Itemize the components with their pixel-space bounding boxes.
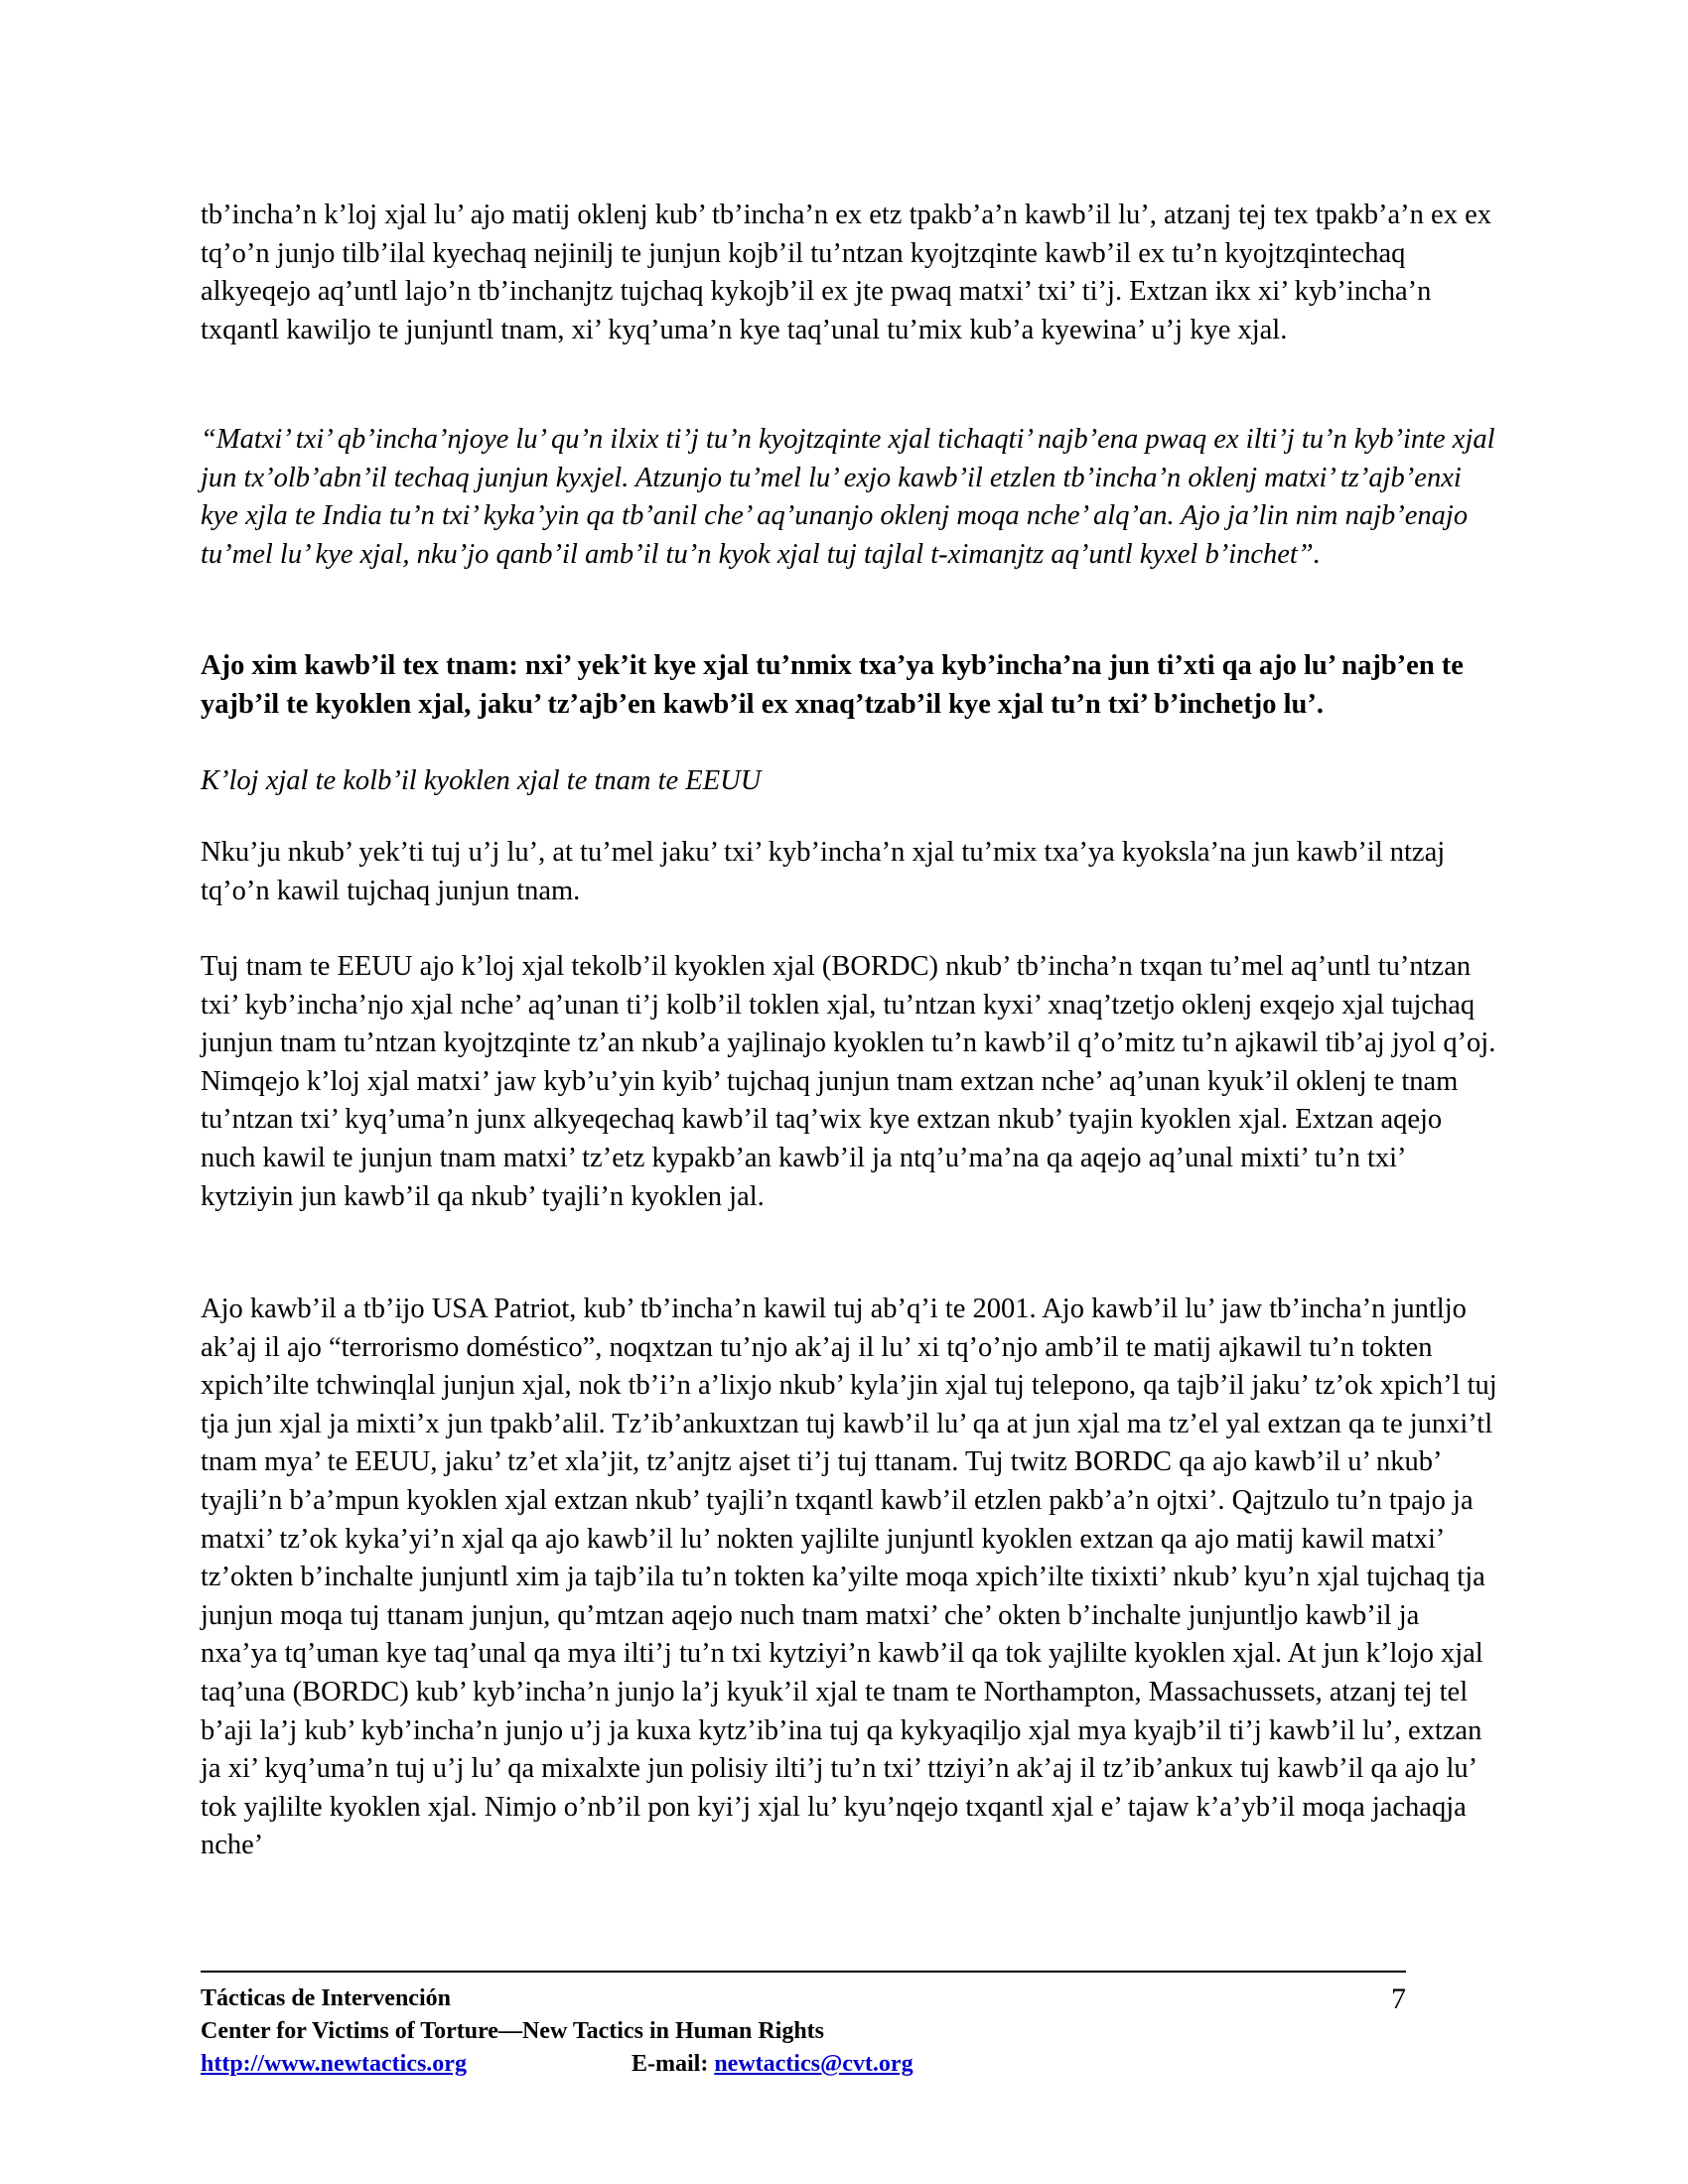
footer-org-row bbox=[201, 2015, 1406, 2048]
body-paragraph-1 bbox=[201, 197, 1501, 349]
footer-title: Tácticas de Intervención bbox=[201, 1985, 451, 2011]
footer-divider bbox=[201, 1971, 1406, 1973]
body-paragraph-2 bbox=[201, 834, 1501, 910]
email-link[interactable]: newtactics@cvt.org bbox=[714, 2051, 914, 2077]
subheading-text: K’loj xjal te kolb’il kyoklen xjal te tnam te EEUU bbox=[201, 765, 762, 796]
page-number: 7 bbox=[1391, 1982, 1406, 2015]
paragraph-text: Nku’ju nkub’ yek’ti tuj u’j lu’, at tu’mel jaku’ txi’ kyb’incha’n xjal tu’mix txa’ya kyoksla’na jun kawb’il ntzaj tq’o’n kawil tujchaq junjun tnam. bbox=[201, 837, 1446, 906]
section-heading bbox=[201, 647, 1501, 724]
page-footer bbox=[201, 1982, 1406, 2081]
email-container bbox=[632, 2048, 914, 2081]
website-link[interactable]: http://www.newtactics.org bbox=[201, 2051, 467, 2077]
paragraph-text: Ajo kawb’il a tb’ijo USA Patriot, kub’ tb’incha’n kawil tuj ab’q’i te 2001. Ajo kawb’il lu’ jaw tb’incha’n juntljo ak’aj il ajo “terrorismo doméstico”, noqxtzan tu’njo ak’aj il lu’ xi tq’o’njo amb’il te matij ajkawil tu’n tokten xpich’ilte tchwinqlal junjun xjal, nok tb’i’n a’lixjo nkub’ kyla’jin xjal tuj telepono, qa tajb’il jaku’ tz’ok xpich’l tuj tja jun xjal ja mixti’x jun tpakb’alil. Tz’ib’ankuxtzan tuj kawb’il lu’ qa at jun xjal ma tz’el yal extzan qa te junxi’tl tnam mya’ te EEUU, jaku’ tz’et xla’jit, tz’anjtz ajset ti’j tuj ttanam. Tuj twitz BORDC qa ajo kawb’il u’ nkub’ tyajli’n b’a’mpun kyoklen xjal extzan nkub’ tyajli’n txqantl kawb’il etzlen pakb’a’n ojtxi’. Qajtzulo tu’n tpajo ja matxi’ tz’ok kyka’yi’n xjal qa ajo kawb’il lu’ nokten yajlilte junjuntl kyoklen extzan qa ajo matij kawil matxi’ tz’okten b’inchalte junjuntl xim ja tajb’ila tu’n tokten ka’yilte moqa xpich’ilte tixixti’ nkub’ kyu’n xjal tujchaq tja junjun moqa tuj ttanam junjun, qu’mtzan aqejo nuch tnam matxi’ che’ okten b’inchalte junjuntljo kawb’il ja nxa’ya tq’uman kye taq’unal qa mya ilti’j tu’n txi kytziyi’n kawb’il qa tok yajlilte kyoklen xjal. At jun k’lojo xjal taq’una (BORDC) kub’ kyb’incha’n junjo la’j kyuk’il xjal te tnam te Northampton, Massachussets, atzanj tej tel b’aji la’j kub’ kyb’incha’n junjo u’j ja kuxa kytz’ib’ina tuj qa kykyaqiljo xjal mya kyajb’il ti’j kawb’il lu’, extzan ja xi’ kyq’uma’n tuj u’j lu’ qa mixalxte jun polisiy ilti’j tu’n txi’ ttziyi’n ak’aj il tz’ib’ankux tuj kawb’il qa ajo lu’ tok yajlilte kyoklen xjal. Nimjo o’nb’il pon kyi’j xjal lu’ kyu’nqejo txqantl xjal e’ tajaw k’a’yb’il moqa jachaqja nche’ bbox=[201, 1294, 1497, 1861]
heading-text: Ajo xim kawb’il tex tnam: nxi’ yek’it kye xjal tu’nmix txa’ya kyb’incha’na jun ti’xti qa ajo lu’ najb’en te yajb’il te kyoklen xjal, jaku’ tz’ajb’en kawb’il ex xnaq’tzab’il kye xjal tu’n txi’ b’inchetjo lu’. bbox=[201, 650, 1464, 720]
paragraph-text: Tuj tnam te EEUU ajo k’loj xjal tekolb’il kyoklen xjal (BORDC) nkub’ tb’incha’n txqan tu’mel aq’untl tu’ntzan txi’ kyb’incha’njo xjal nche’ aq’unan ti’j kolb’il toklen xjal, tu’ntzan kyxi’ xnaq’tzetjo oklenj exqejo xjal tujchaq junjun tnam tu’ntzan kyojtzqinte tz’an nkub’a yajlinajo kyoklen tu’n kawb’il q’o’mitz tu’n ajkawil tib’aj jyol q’oj. Nimqejo k’loj xjal matxi’ jaw kyb’u’yin kyib’ tujchaq junjun tnam extzan nche’ aq’unan kyuk’il oklenj te tnam tu’ntzan txi’ kyq’uma’n junx alkyeqechaq kawb’il taq’wix kye extzan nkub’ tyajin kyoklen xjal. Extzan aqejo nuch kawil te junjun tnam matxi’ tz’etz kypakb’an kawb’il ja ntq’u’ma’na qa aqejo aq’unal mixti’ tu’n txi’ kytziyin jun kawb’il qa nkub’ tyajli’n kyoklen jal. bbox=[201, 951, 1496, 1212]
quote-text: “Matxi’ txi’ qb’incha’njoye lu’ qu’n ilxix ti’j tu’n kyojtzqinte xjal tichaqti’ najb’ena pwaq ex ilti’j tu’n kyb’inte xjal jun tx’olb’abn’il techaq junjun kyxjel. Atzunjo tu’mel lu’ exjo kawb’il etzlen tb’incha’n oklenj matxi’ tz’ajb’enxi kye xjla te India tu’n txi’ kyka’yin qa tb’anil che’ aq’unanjo oklenj moqa nche’ alq’an. Ajo ja’lin nim najb’enajo tu’mel lu’ kye xjal, nku’jo qanb’il amb’il tu’n kyok xjal tuj tajlal t-ximanjtz aq’untl kyxel b’inchet”. bbox=[201, 424, 1495, 570]
body-paragraph-4 bbox=[201, 1291, 1501, 1865]
footer-title-row bbox=[201, 1982, 1406, 2015]
section-subheading bbox=[201, 762, 1501, 801]
body-paragraph-3 bbox=[201, 948, 1501, 1216]
email-label: E-mail: bbox=[632, 2051, 715, 2077]
quote-paragraph bbox=[201, 421, 1501, 574]
footer-links-row bbox=[201, 2048, 1406, 2081]
paragraph-text: tb’incha’n k’loj xjal lu’ ajo matij oklenj kub’ tb’incha’n ex etz tpakb’a’n kawb’il lu’, atzanj tej tex tpakb’a’n ex ex tq’o’n junjo tilb’ilal kyechaq nejinilj te junjun kojb’il tu’ntzan kyojtzqinte kawb’il ex tu’n kyojtzqintechaq alkyeqejo aq’untl lajo’n tb’inchanjtz tujchaq kykojb’il ex jte pwaq matxi’ txi’ ti’j. Extzan ikx xi’ kyb’incha’n txqantl kawiljo te junjuntl tnam, xi’ kyq’uma’n kye taq’unal tu’mix kub’a kyewina’ u’j kye xjal. bbox=[201, 200, 1491, 345]
footer-organization: Center for Victims of Torture—New Tactics in Human Rights bbox=[201, 2018, 824, 2044]
